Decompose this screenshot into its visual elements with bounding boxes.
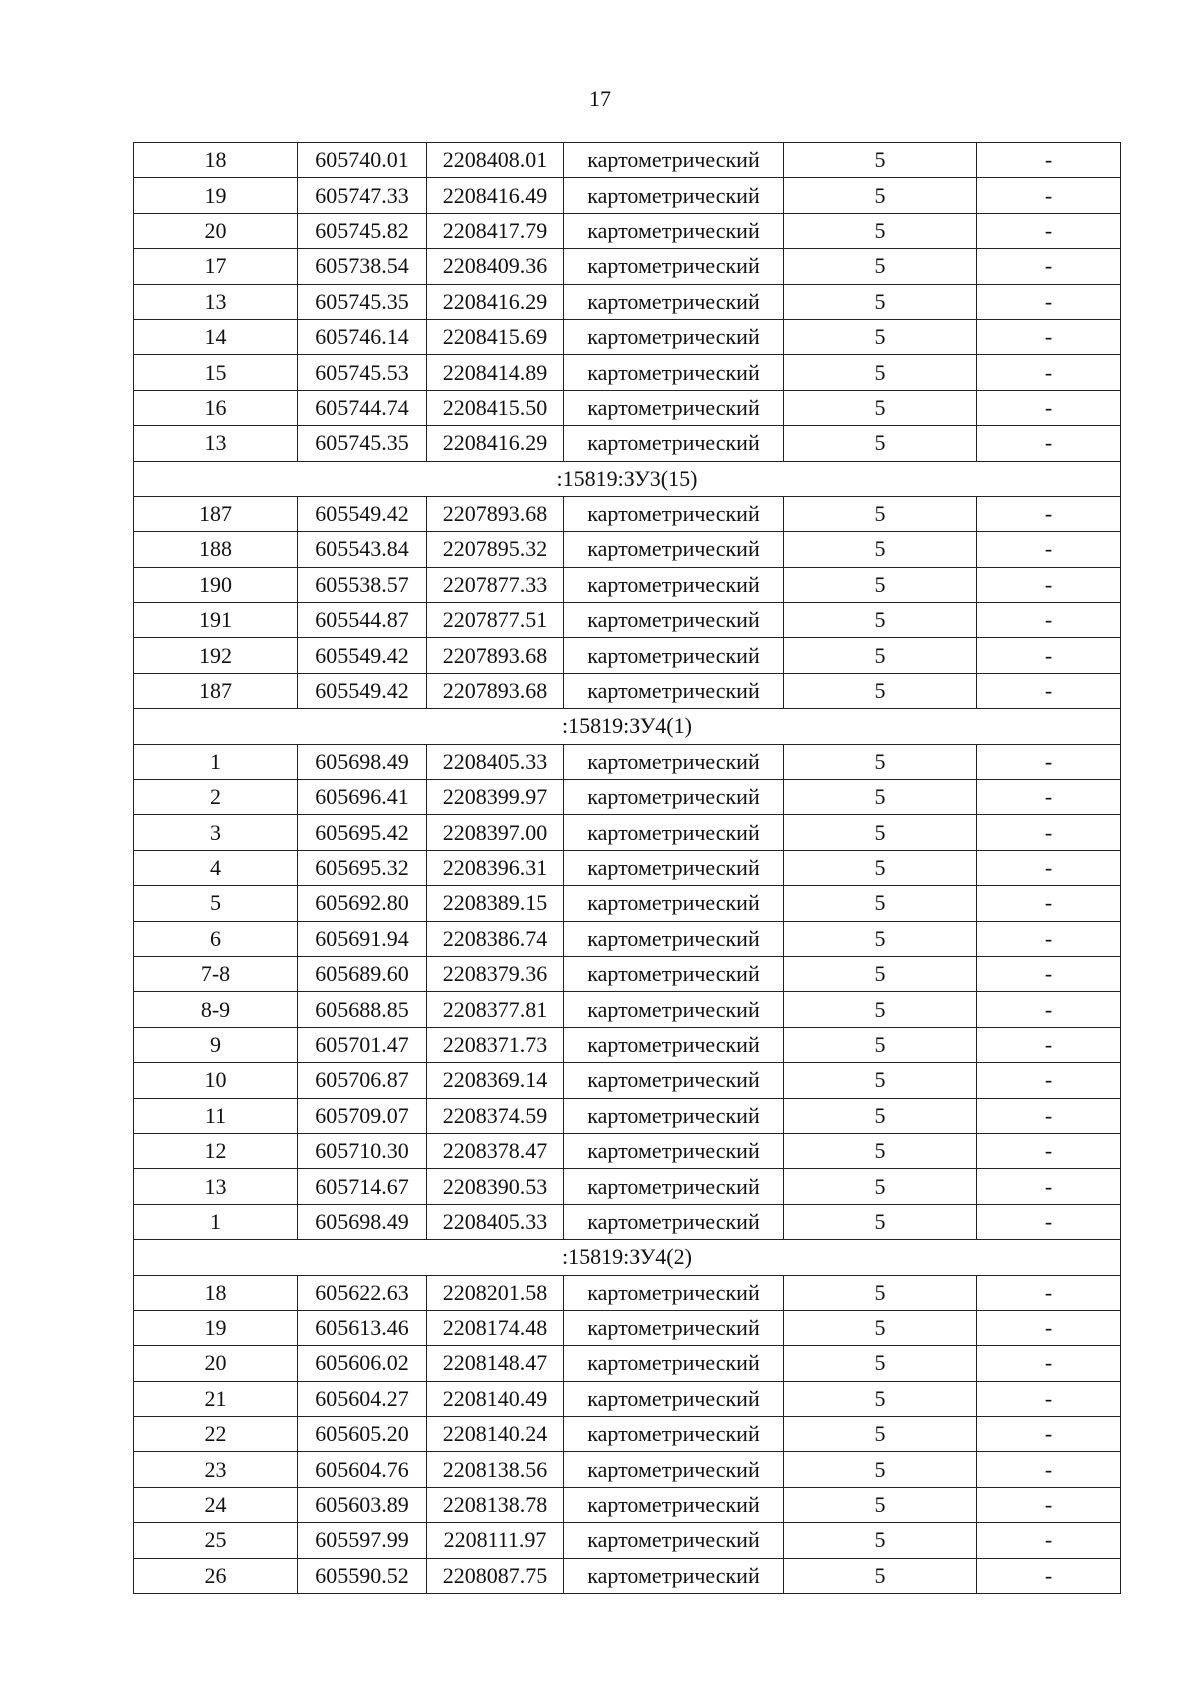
note-cell: - [977,213,1121,248]
table-row [134,1452,1121,1487]
method-cell: картометрический [564,355,784,390]
accuracy-cell: 5 [784,1381,977,1416]
y-coordinate-cell: 2208405.33 [427,744,564,779]
method-cell: картометрический [564,178,784,213]
y-coordinate-cell: 2208371.73 [427,1027,564,1062]
accuracy-cell: 5 [784,1346,977,1381]
accuracy-cell: 5 [784,1487,977,1522]
point-number-cell: 5 [134,886,298,921]
point-number-cell: 14 [134,319,298,354]
y-coordinate-cell: 2208140.24 [427,1417,564,1452]
section-title: :15819:ЗУ3(15) [134,461,1121,496]
method-cell: картометрический [564,850,784,885]
x-coordinate-cell: 605706.87 [298,1063,427,1098]
method-cell: картометрический [564,815,784,850]
x-coordinate-cell: 605597.99 [298,1523,427,1558]
accuracy-cell: 5 [784,1098,977,1133]
point-number-cell: 18 [134,143,298,178]
accuracy-cell: 5 [784,249,977,284]
section-title: :15819:ЗУ4(1) [134,709,1121,744]
point-number-cell: 20 [134,1346,298,1381]
point-number-cell: 192 [134,638,298,673]
x-coordinate-cell: 605603.89 [298,1487,427,1522]
table-row [134,1098,1121,1133]
note-cell: - [977,355,1121,390]
method-cell: картометрический [564,1063,784,1098]
x-coordinate-cell: 605688.85 [298,992,427,1027]
method-cell: картометрический [564,1133,784,1168]
accuracy-cell: 5 [784,284,977,319]
x-coordinate-cell: 605691.94 [298,921,427,956]
y-coordinate-cell: 2208390.53 [427,1169,564,1204]
table-row [134,213,1121,248]
accuracy-cell: 5 [784,355,977,390]
point-number-cell: 1 [134,1204,298,1239]
note-cell: - [977,567,1121,602]
table-row [134,1204,1121,1239]
y-coordinate-cell: 2208405.33 [427,1204,564,1239]
point-number-cell: 16 [134,390,298,425]
accuracy-cell: 5 [784,213,977,248]
table-row [134,886,1121,921]
point-number-cell: 11 [134,1098,298,1133]
accuracy-cell: 5 [784,956,977,991]
table-row [134,1487,1121,1522]
x-coordinate-cell: 605544.87 [298,603,427,638]
accuracy-cell: 5 [784,1558,977,1593]
y-coordinate-cell: 2208409.36 [427,249,564,284]
point-number-cell: 25 [134,1523,298,1558]
accuracy-cell: 5 [784,992,977,1027]
y-coordinate-cell: 2208111.97 [427,1523,564,1558]
note-cell: - [977,1346,1121,1381]
y-coordinate-cell: 2208389.15 [427,886,564,921]
accuracy-cell: 5 [784,496,977,531]
y-coordinate-cell: 2208416.29 [427,284,564,319]
table-row [134,249,1121,284]
note-cell: - [977,603,1121,638]
accuracy-cell: 5 [784,1523,977,1558]
y-coordinate-cell: 2208417.79 [427,213,564,248]
coordinates-table [133,142,1121,1594]
point-number-cell: 15 [134,355,298,390]
x-coordinate-cell: 605710.30 [298,1133,427,1168]
table-row [134,744,1121,779]
note-cell: - [977,1027,1121,1062]
point-number-cell: 191 [134,603,298,638]
note-cell: - [977,780,1121,815]
note-cell: - [977,178,1121,213]
y-coordinate-cell: 2208378.47 [427,1133,564,1168]
note-cell: - [977,284,1121,319]
x-coordinate-cell: 605745.53 [298,355,427,390]
y-coordinate-cell: 2208087.75 [427,1558,564,1593]
accuracy-cell: 5 [784,1310,977,1345]
note-cell: - [977,1063,1121,1098]
point-number-cell: 190 [134,567,298,602]
method-cell: картометрический [564,1487,784,1522]
y-coordinate-cell: 2208201.58 [427,1275,564,1310]
accuracy-cell: 5 [784,603,977,638]
x-coordinate-cell: 605605.20 [298,1417,427,1452]
y-coordinate-cell: 2207877.51 [427,603,564,638]
point-number-cell: 1 [134,744,298,779]
y-coordinate-cell: 2208138.78 [427,1487,564,1522]
x-coordinate-cell: 605714.67 [298,1169,427,1204]
table-row [134,780,1121,815]
note-cell: - [977,992,1121,1027]
point-number-cell: 187 [134,496,298,531]
accuracy-cell: 5 [784,673,977,708]
method-cell: картометрический [564,532,784,567]
note-cell: - [977,532,1121,567]
note-cell: - [977,1133,1121,1168]
x-coordinate-cell: 605744.74 [298,390,427,425]
y-coordinate-cell: 2208374.59 [427,1098,564,1133]
note-cell: - [977,1204,1121,1239]
y-coordinate-cell: 2207893.68 [427,638,564,673]
coordinates-table-body [134,143,1121,1594]
method-cell: картометрический [564,143,784,178]
x-coordinate-cell: 605543.84 [298,532,427,567]
y-coordinate-cell: 2208369.14 [427,1063,564,1098]
accuracy-cell: 5 [784,850,977,885]
note-cell: - [977,744,1121,779]
note-cell: - [977,815,1121,850]
x-coordinate-cell: 605613.46 [298,1310,427,1345]
accuracy-cell: 5 [784,143,977,178]
note-cell: - [977,638,1121,673]
point-number-cell: 13 [134,1169,298,1204]
note-cell: - [977,1452,1121,1487]
table-row [134,532,1121,567]
method-cell: картометрический [564,956,784,991]
table-row [134,426,1121,461]
y-coordinate-cell: 2208148.47 [427,1346,564,1381]
table-row [134,1063,1121,1098]
table-row [134,1169,1121,1204]
section-header-row [134,1240,1121,1275]
table-row [134,921,1121,956]
method-cell: картометрический [564,567,784,602]
note-cell: - [977,956,1121,991]
x-coordinate-cell: 605698.49 [298,744,427,779]
note-cell: - [977,496,1121,531]
y-coordinate-cell: 2208386.74 [427,921,564,956]
point-number-cell: 9 [134,1027,298,1062]
x-coordinate-cell: 605746.14 [298,319,427,354]
x-coordinate-cell: 605745.82 [298,213,427,248]
x-coordinate-cell: 605698.49 [298,1204,427,1239]
point-number-cell: 19 [134,1310,298,1345]
table-row [134,1310,1121,1345]
x-coordinate-cell: 605695.42 [298,815,427,850]
point-number-cell: 4 [134,850,298,885]
method-cell: картометрический [564,426,784,461]
note-cell: - [977,1098,1121,1133]
method-cell: картометрический [564,1310,784,1345]
page-number: 17 [589,86,611,111]
point-number-cell: 8-9 [134,992,298,1027]
x-coordinate-cell: 605695.32 [298,850,427,885]
method-cell: картометрический [564,496,784,531]
method-cell: картометрический [564,319,784,354]
note-cell: - [977,850,1121,885]
section-header-row [134,461,1121,496]
accuracy-cell: 5 [784,532,977,567]
x-coordinate-cell: 605606.02 [298,1346,427,1381]
table-row [134,178,1121,213]
method-cell: картометрический [564,390,784,425]
x-coordinate-cell: 605549.42 [298,496,427,531]
y-coordinate-cell: 2207893.68 [427,496,564,531]
method-cell: картометрический [564,1027,784,1062]
method-cell: картометрический [564,1204,784,1239]
table-row [134,850,1121,885]
method-cell: картометрический [564,744,784,779]
x-coordinate-cell: 605747.33 [298,178,427,213]
accuracy-cell: 5 [784,1169,977,1204]
method-cell: картометрический [564,1381,784,1416]
note-cell: - [977,1558,1121,1593]
accuracy-cell: 5 [784,567,977,602]
table-row [134,355,1121,390]
accuracy-cell: 5 [784,886,977,921]
point-number-cell: 2 [134,780,298,815]
method-cell: картометрический [564,921,784,956]
point-number-cell: 13 [134,284,298,319]
table-row [134,956,1121,991]
method-cell: картометрический [564,1169,784,1204]
table-row [134,815,1121,850]
x-coordinate-cell: 605745.35 [298,284,427,319]
accuracy-cell: 5 [784,780,977,815]
y-coordinate-cell: 2208416.29 [427,426,564,461]
x-coordinate-cell: 605549.42 [298,673,427,708]
y-coordinate-cell: 2208414.89 [427,355,564,390]
point-number-cell: 12 [134,1133,298,1168]
note-cell: - [977,143,1121,178]
x-coordinate-cell: 605590.52 [298,1558,427,1593]
x-coordinate-cell: 605696.41 [298,780,427,815]
x-coordinate-cell: 605745.35 [298,426,427,461]
table-row [134,1027,1121,1062]
method-cell: картометрический [564,886,784,921]
method-cell: картометрический [564,992,784,1027]
note-cell: - [977,921,1121,956]
note-cell: - [977,1310,1121,1345]
method-cell: картометрический [564,780,784,815]
accuracy-cell: 5 [784,426,977,461]
table-row [134,284,1121,319]
table-row [134,1558,1121,1593]
y-coordinate-cell: 2208415.69 [427,319,564,354]
accuracy-cell: 5 [784,1027,977,1062]
point-number-cell: 6 [134,921,298,956]
accuracy-cell: 5 [784,390,977,425]
x-coordinate-cell: 605738.54 [298,249,427,284]
table-row [134,1417,1121,1452]
method-cell: картометрический [564,213,784,248]
y-coordinate-cell: 2208397.00 [427,815,564,850]
method-cell: картометрический [564,1346,784,1381]
note-cell: - [977,1523,1121,1558]
y-coordinate-cell: 2208377.81 [427,992,564,1027]
table-row [134,1275,1121,1310]
x-coordinate-cell: 605604.27 [298,1381,427,1416]
method-cell: картометрический [564,1523,784,1558]
point-number-cell: 18 [134,1275,298,1310]
table-row [134,1346,1121,1381]
table-row [134,319,1121,354]
method-cell: картометрический [564,673,784,708]
table-row [134,1381,1121,1416]
note-cell: - [977,319,1121,354]
accuracy-cell: 5 [784,921,977,956]
y-coordinate-cell: 2208408.01 [427,143,564,178]
point-number-cell: 20 [134,213,298,248]
note-cell: - [977,1487,1121,1522]
point-number-cell: 17 [134,249,298,284]
x-coordinate-cell: 605622.63 [298,1275,427,1310]
table-row [134,673,1121,708]
accuracy-cell: 5 [784,1452,977,1487]
table-row [134,143,1121,178]
x-coordinate-cell: 605538.57 [298,567,427,602]
accuracy-cell: 5 [784,744,977,779]
point-number-cell: 21 [134,1381,298,1416]
note-cell: - [977,1417,1121,1452]
table-row [134,390,1121,425]
note-cell: - [977,886,1121,921]
accuracy-cell: 5 [784,1275,977,1310]
y-coordinate-cell: 2208140.49 [427,1381,564,1416]
method-cell: картометрический [564,1417,784,1452]
y-coordinate-cell: 2208138.56 [427,1452,564,1487]
x-coordinate-cell: 605689.60 [298,956,427,991]
point-number-cell: 22 [134,1417,298,1452]
note-cell: - [977,390,1121,425]
x-coordinate-cell: 605692.80 [298,886,427,921]
y-coordinate-cell: 2208396.31 [427,850,564,885]
y-coordinate-cell: 2207893.68 [427,673,564,708]
accuracy-cell: 5 [784,319,977,354]
method-cell: картометрический [564,1098,784,1133]
note-cell: - [977,673,1121,708]
method-cell: картометрический [564,603,784,638]
point-number-cell: 188 [134,532,298,567]
y-coordinate-cell: 2208415.50 [427,390,564,425]
y-coordinate-cell: 2208416.49 [427,178,564,213]
y-coordinate-cell: 2207877.33 [427,567,564,602]
accuracy-cell: 5 [784,1417,977,1452]
table-row [134,1523,1121,1558]
point-number-cell: 13 [134,426,298,461]
x-coordinate-cell: 605709.07 [298,1098,427,1133]
section-title: :15819:ЗУ4(2) [134,1240,1121,1275]
table-row [134,992,1121,1027]
accuracy-cell: 5 [784,1204,977,1239]
note-cell: - [977,1275,1121,1310]
point-number-cell: 19 [134,178,298,213]
table-row [134,603,1121,638]
method-cell: картометрический [564,638,784,673]
y-coordinate-cell: 2208379.36 [427,956,564,991]
note-cell: - [977,1169,1121,1204]
x-coordinate-cell: 605740.01 [298,143,427,178]
accuracy-cell: 5 [784,1063,977,1098]
accuracy-cell: 5 [784,178,977,213]
point-number-cell: 187 [134,673,298,708]
point-number-cell: 10 [134,1063,298,1098]
table-row [134,638,1121,673]
accuracy-cell: 5 [784,815,977,850]
method-cell: картометрический [564,1275,784,1310]
point-number-cell: 24 [134,1487,298,1522]
x-coordinate-cell: 605604.76 [298,1452,427,1487]
method-cell: картометрический [564,249,784,284]
method-cell: картометрический [564,284,784,319]
y-coordinate-cell: 2208399.97 [427,780,564,815]
point-number-cell: 23 [134,1452,298,1487]
table-row [134,567,1121,602]
accuracy-cell: 5 [784,1133,977,1168]
method-cell: картометрический [564,1558,784,1593]
table-row [134,1133,1121,1168]
method-cell: картометрический [564,1452,784,1487]
point-number-cell: 7-8 [134,956,298,991]
point-number-cell: 3 [134,815,298,850]
y-coordinate-cell: 2208174.48 [427,1310,564,1345]
y-coordinate-cell: 2207895.32 [427,532,564,567]
note-cell: - [977,249,1121,284]
table-row [134,496,1121,531]
note-cell: - [977,426,1121,461]
section-header-row [134,709,1121,744]
point-number-cell: 26 [134,1558,298,1593]
accuracy-cell: 5 [784,638,977,673]
note-cell: - [977,1381,1121,1416]
x-coordinate-cell: 605701.47 [298,1027,427,1062]
x-coordinate-cell: 605549.42 [298,638,427,673]
